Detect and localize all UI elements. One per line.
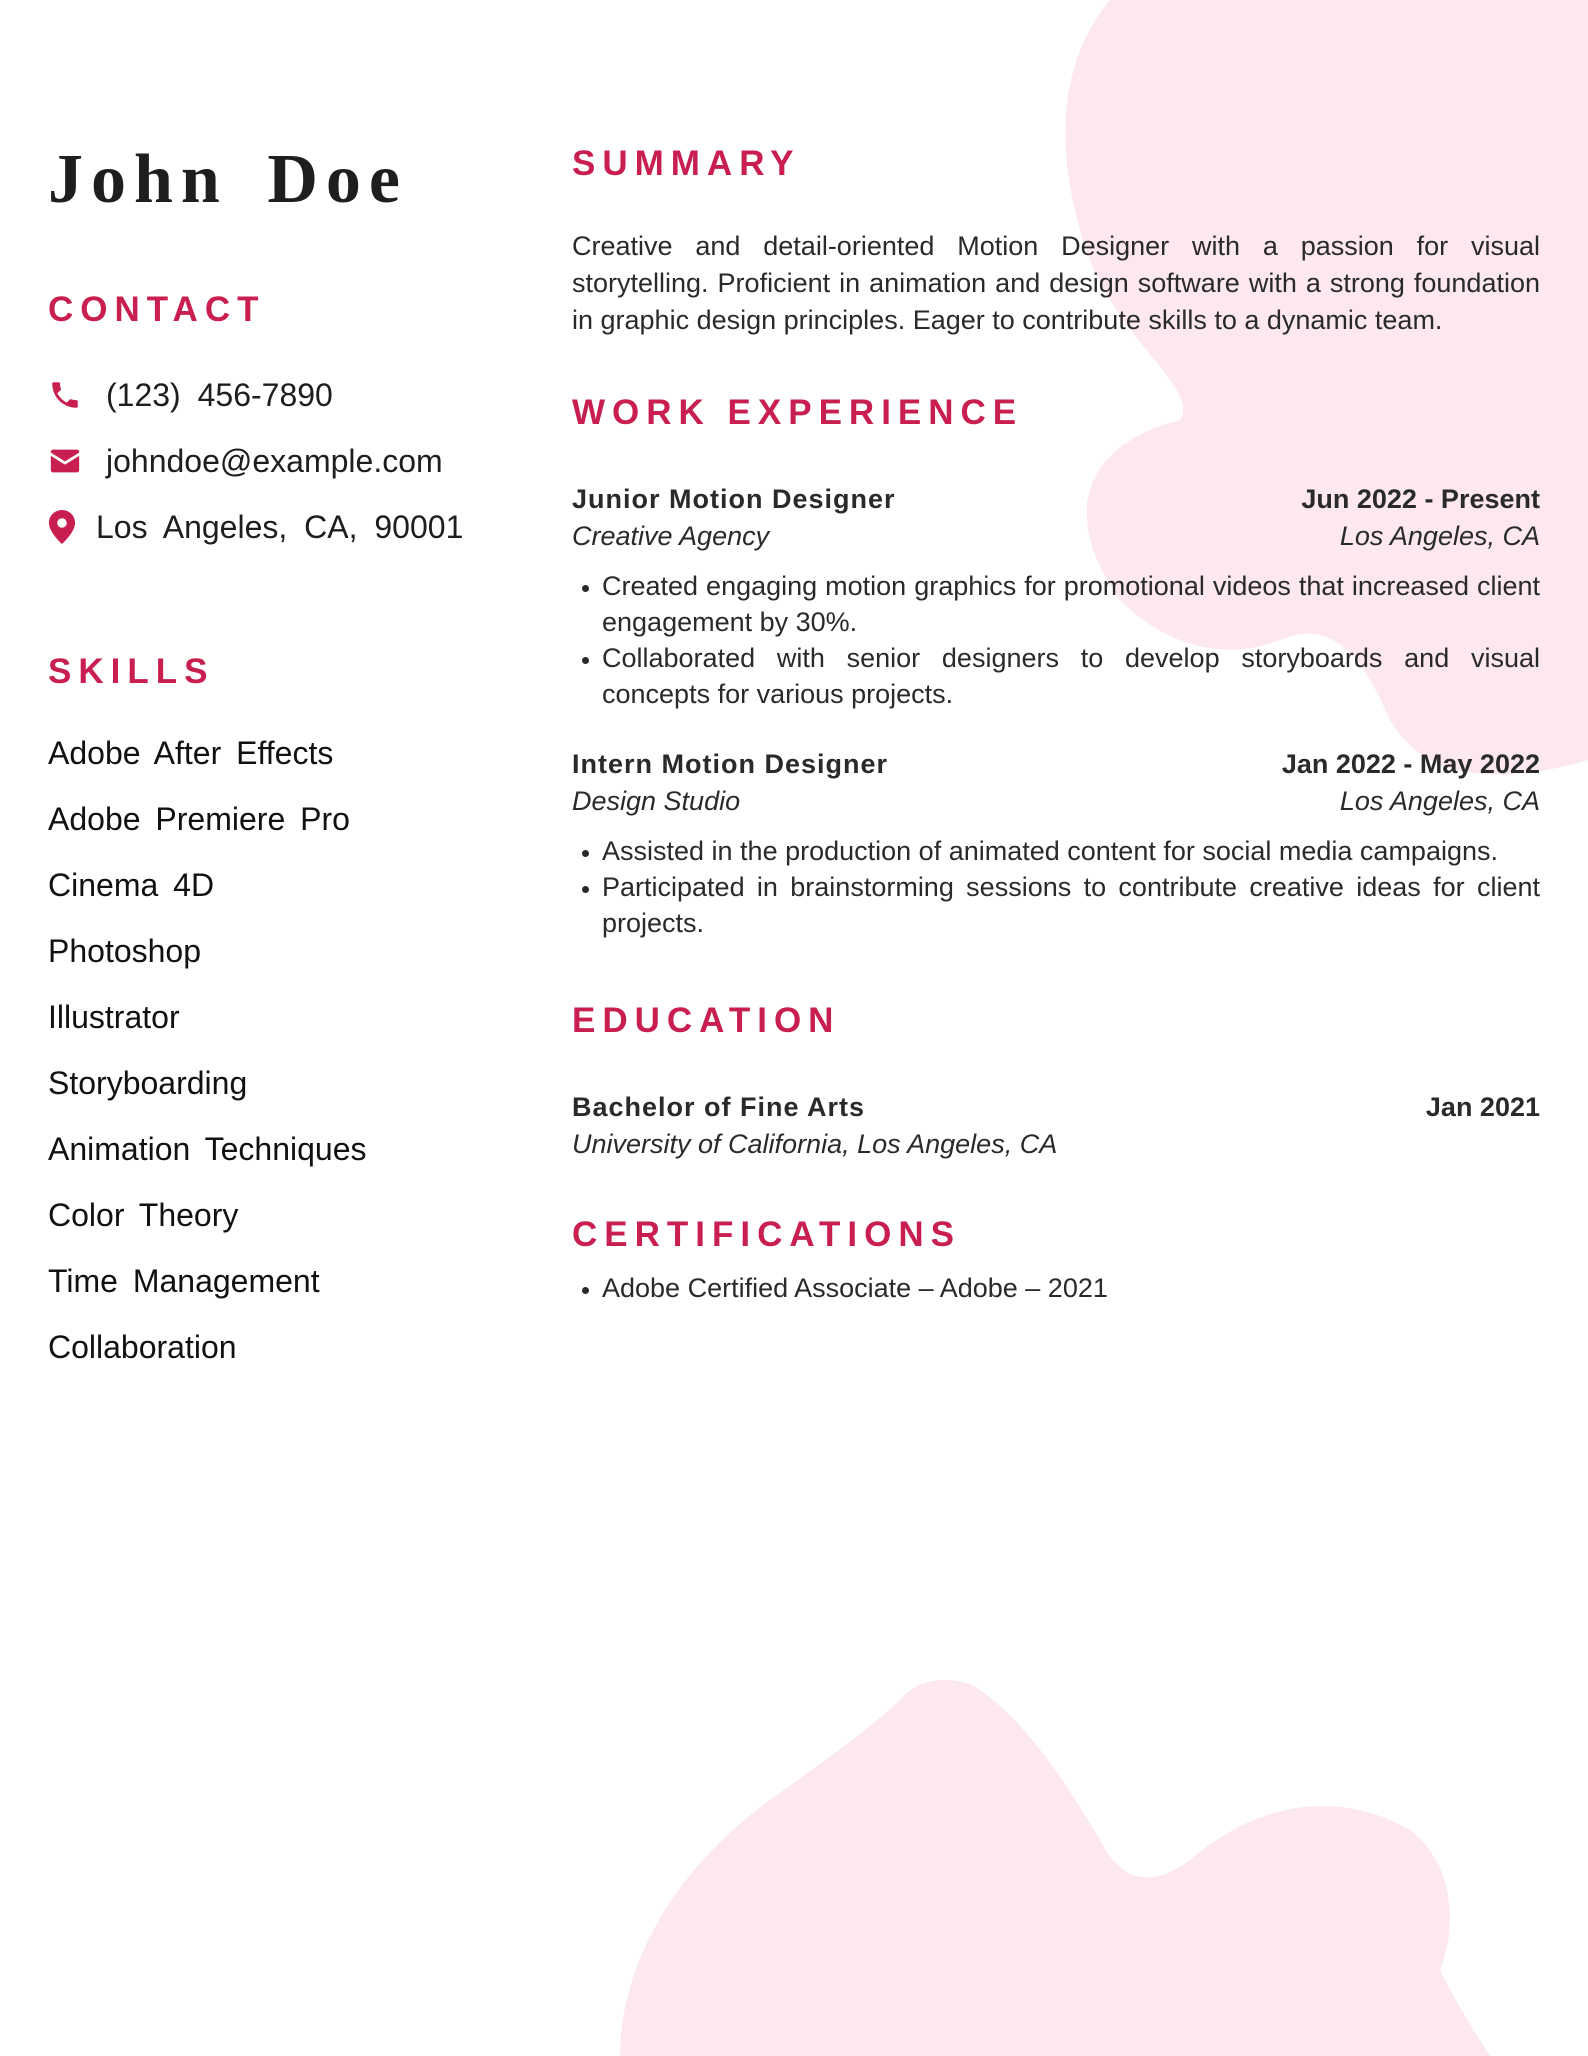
skill-item: Color Theory	[48, 1197, 239, 1233]
skill-item: Time Management	[48, 1263, 320, 1299]
phone-icon	[48, 374, 90, 416]
skill-item: Animation Techniques	[48, 1131, 367, 1167]
skill-item: Adobe Premiere Pro	[48, 801, 350, 837]
job-bullet: • Created engaging motion graphics for promotional videos that increased client engagement by 30%.	[602, 568, 1540, 640]
job-company: Creative Agency	[572, 521, 770, 551]
contact-location: Los Angeles, CA, 90001	[96, 508, 464, 545]
skills-list	[48, 720, 508, 1380]
work-experience-heading: WORK EXPERIENCE	[572, 393, 1024, 432]
job-dates: Jun 2022 - Present	[1301, 484, 1540, 514]
right-column	[572, 130, 1540, 1306]
job-location: Los Angeles, CA	[1339, 521, 1540, 551]
certifications-heading: CERTIFICATIONS	[572, 1215, 962, 1254]
skill-item: Adobe After Effects	[48, 735, 334, 771]
job-entry	[572, 481, 1540, 712]
job-bullet: • Collaborated with senior designers to develop storyboards and visual concepts for various projects.	[602, 640, 1540, 712]
job-bullet: • Participated in brainstorming sessions to contribute creative ideas for client projects.	[602, 869, 1540, 941]
job-title: Intern Motion Designer	[572, 749, 889, 779]
degree: Bachelor of Fine Arts	[572, 1092, 866, 1122]
contact-phone: (123) 456-7890	[106, 376, 333, 413]
certification-item: • Adobe Certified Associate – Adobe – 2021	[602, 1270, 1540, 1306]
skill-item: Illustrator	[48, 999, 180, 1035]
job-bullets	[572, 568, 1540, 712]
skill-item: Collaboration	[48, 1329, 237, 1365]
school: University of California, Los Angeles, CA	[572, 1129, 1058, 1159]
contact-heading: CONTACT	[48, 290, 266, 329]
skill-item: Photoshop	[48, 933, 202, 969]
contact-list	[48, 362, 508, 560]
skill-item: Storyboarding	[48, 1065, 248, 1101]
job-bullet: • Assisted in the production of animated content for social media campaigns.	[602, 833, 1540, 869]
job-dates: Jan 2022 - May 2022	[1281, 749, 1540, 779]
skill-item: Cinema 4D	[48, 867, 215, 903]
job-company: Design Studio	[572, 786, 741, 816]
job-location: Los Angeles, CA	[1339, 786, 1540, 816]
education-date: Jan 2021	[1425, 1092, 1540, 1122]
education-heading: EDUCATION	[572, 1001, 841, 1040]
job-entry	[572, 746, 1540, 941]
job-bullets	[572, 833, 1540, 941]
left-column	[48, 130, 508, 1380]
certifications-list	[572, 1270, 1540, 1306]
decorative-blob-bottom	[620, 1680, 1588, 2056]
job-title: Junior Motion Designer	[572, 484, 896, 514]
contact-email-row	[48, 428, 508, 494]
summary-heading: SUMMARY	[572, 144, 801, 183]
contact-location-row	[48, 494, 508, 560]
summary-text: Creative and detail-oriented Motion Designer with a passion for visual storytelling. Proficient in animation and design software with a strong foundation in graphic design principles. Eager to contribute skills to a dynamic team.	[572, 231, 1540, 335]
contact-email: johndoe@example.com	[106, 442, 443, 479]
map-pin-icon	[48, 506, 82, 548]
skills-heading: SKILLS	[48, 652, 215, 691]
contact-phone-row	[48, 362, 508, 428]
education-entry	[572, 1089, 1540, 1163]
envelope-icon	[48, 440, 90, 482]
candidate-name: John Doe	[48, 141, 408, 218]
